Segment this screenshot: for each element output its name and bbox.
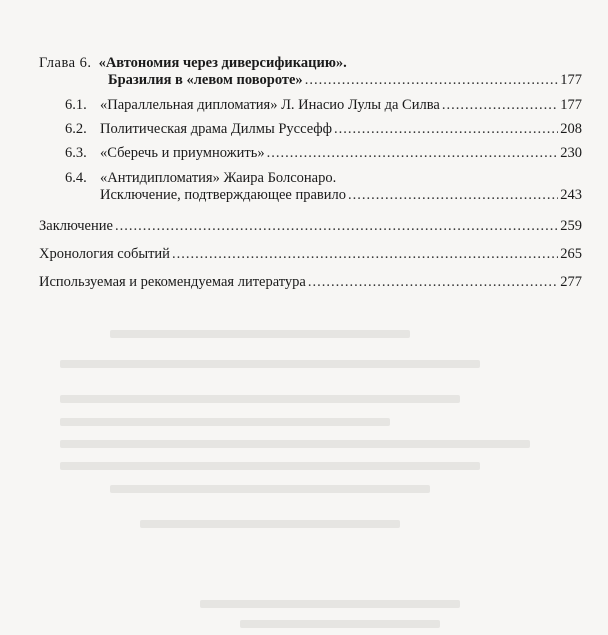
chapter-title-line2: Бразилия в «левом повороте» <box>108 72 303 88</box>
toc-literature[interactable] <box>39 274 582 291</box>
section-number: 6.3. <box>65 145 87 161</box>
toc-conclusion[interactable] <box>39 218 582 235</box>
bleed-through-line <box>60 440 530 448</box>
section-title: «Сберечь и приумножить» <box>100 145 265 161</box>
leader-dots <box>267 145 559 162</box>
bleed-through-line <box>60 418 390 426</box>
bleed-through-line <box>200 600 460 608</box>
entry-title: Используемая и рекомендуемая литература <box>39 274 306 290</box>
bleed-through-line <box>110 330 410 338</box>
bleed-through-line <box>60 360 480 368</box>
section-page: 208 <box>560 121 582 137</box>
section-6-3[interactable] <box>65 145 582 162</box>
entry-page: 259 <box>560 218 582 234</box>
bleed-through-line <box>110 485 430 493</box>
entry-page: 277 <box>560 274 582 290</box>
section-number: 6.2. <box>65 121 87 137</box>
bleed-through-line <box>60 395 460 403</box>
section-6-4-line2[interactable] <box>100 187 582 204</box>
leader-dots <box>348 187 558 204</box>
section-title: «Параллельная дипломатия» Л. Инасио Лулы да Силва <box>100 97 440 113</box>
chapter-title-line1: «Автономия через диверсификацию». <box>98 55 347 71</box>
chapter-6-line2[interactable] <box>108 72 582 89</box>
toc-chronology[interactable] <box>39 246 582 263</box>
section-title-line1: «Антидипломатия» Жаира Болсонаро. <box>100 170 337 186</box>
entry-title: Заключение <box>39 218 113 234</box>
section-page: 177 <box>560 97 582 113</box>
chapter-prefix: Глава 6. <box>39 55 92 71</box>
bleed-through-line <box>140 520 400 528</box>
bleed-through-line <box>240 620 440 628</box>
section-page: 230 <box>560 145 582 161</box>
leader-dots <box>172 246 558 263</box>
leader-dots <box>115 218 558 235</box>
section-6-4-line1[interactable] <box>65 170 582 187</box>
entry-page: 265 <box>560 246 582 262</box>
entry-title: Хронология событий <box>39 246 170 262</box>
section-6-1[interactable] <box>65 97 582 114</box>
bleed-through-line <box>60 462 480 470</box>
section-number: 6.1. <box>65 97 87 113</box>
leader-dots <box>442 97 558 114</box>
section-page: 243 <box>560 187 582 203</box>
section-number: 6.4. <box>65 170 87 186</box>
leader-dots <box>305 72 559 89</box>
chapter-6-line1[interactable] <box>39 55 579 72</box>
section-title: Политическая драма Дилмы Руссефф <box>100 121 333 137</box>
section-6-2[interactable] <box>65 121 582 138</box>
chapter-page: 177 <box>560 72 582 88</box>
section-title-line2: Исключение, подтверждающее правило <box>100 187 347 203</box>
leader-dots <box>308 274 558 291</box>
leader-dots <box>334 121 558 138</box>
